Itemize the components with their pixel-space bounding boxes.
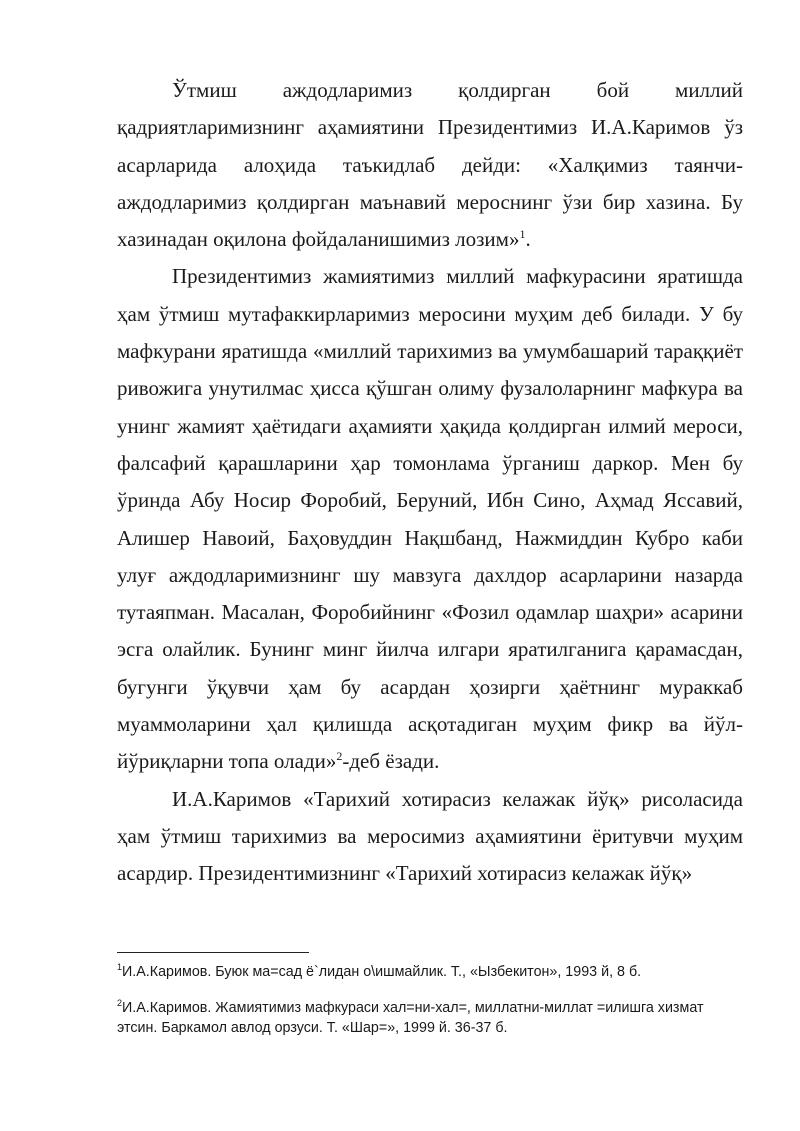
paragraph-3 <box>117 781 743 893</box>
paragraph-2-text: Президентимиз жамиятимиз миллий мафкурасини яратишда ҳам ўтмиш мутафаккирларимиз меросини муҳим деб билади. У бу мафкурани яратишда «миллий тарихимиз ва умумбашарий тараққиёт ривожига унутилмас ҳисса қўшган олиму фузалоларнинг мафкура ва унинг жамият ҳаётидаги аҳамияти ҳақида қолдирган илмий мероси, фалсафий қарашларини ҳар томонлама ўрганиш даркор. Мен бу ўринда Абу Носир Форобий, Беруний, Ибн Сино, Аҳмад Яссавий, Алишер Навоий, Баҳовуддин Нақшбанд, Нажмиддин Кубро каби улуғ аждодларимизнинг шу мавзуга дахлдор асарларини назарда тутаяпман. Масалан, Форобийнинг «Фозил одамлар шаҳри» асарини эсга олайлик. Бунинг минг йилча илгари яратилганига қарамасдан, бугунги ўқувчи ҳам бу асардан ҳозирги ҳаётнинг мураккаб муаммоларини ҳал қилишда асқотадиган муҳим фикр ва йўл-йўриқларни топа олади» <box>117 264 743 774</box>
footnote-ref-2: 2 <box>336 749 343 764</box>
footnote-1-mark: 1 <box>117 962 123 973</box>
footnote-divider <box>117 952 309 953</box>
paragraph-2-tail: -деб ёзади. <box>342 749 440 774</box>
paragraph-2 <box>117 258 743 780</box>
footnote-1-text: И.А.Каримов. Буюк ма=сад ё`лидан о\ишмайлик. Т., «Ызбекитон», 1993 й, 8 б. <box>122 964 642 980</box>
footnote-2 <box>117 998 743 1038</box>
footnote-2-mark: 2 <box>117 998 123 1009</box>
footnotes <box>117 962 743 1054</box>
paragraph-1 <box>117 72 743 258</box>
paragraph-1-tail: . <box>525 227 531 252</box>
body-text <box>117 72 743 893</box>
paragraph-3-text: И.А.Каримов «Тарихий хотирасиз келажак йўқ» рисоласида ҳам ўтмиш тарихимиз ва меросимиз аҳамиятини ёритувчи муҳим асардир. Президентимизнинг «Тарихий хотирасиз келажак йўқ» <box>117 786 743 886</box>
footnote-ref-1: 1 <box>519 227 526 242</box>
paragraph-1-text: Ўтмиш аждодларимиз қолдирган бой миллий қадриятларимизнинг аҳамиятини Президентимиз И.А.Каримов ўз асарларида алоҳида таъкидлаб дейди: «Халқимиз таянчи-аждодларимиз қолдирган маънавий мероснинг ўзи бир хазина. Бу хазинадан оқилона фойдаланишимиз лозим» <box>117 78 743 252</box>
footnote-1 <box>117 962 743 982</box>
footnote-2-text: И.А.Каримов. Жамиятимиз мафкураси хал=ни-хал=, миллатни-миллат =илишга хизмат этсин. Баркамол авлод орзуси. Т. «Шар=», 1999 й. 36-37 б. <box>117 1000 704 1036</box>
